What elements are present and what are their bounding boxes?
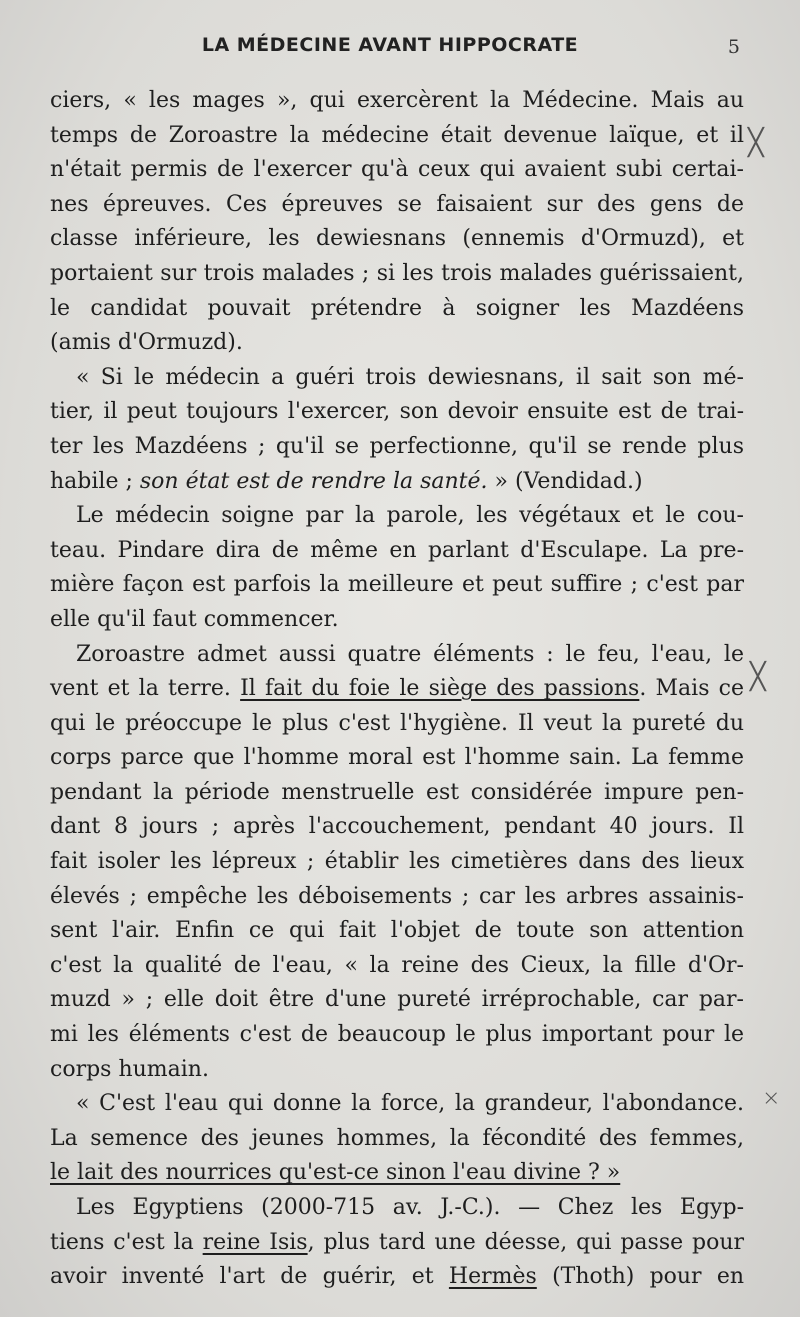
running-head [0, 32, 800, 62]
text-line: nes épreuves. Ces épreuves se faisaient sur des gens de [50, 191, 744, 217]
text-line [50, 672, 744, 707]
text-line: Le médecin soigne par la parole, les végétaux et le cou- [76, 503, 744, 529]
text-line: Les Egyptiens (2000-715 av. J.-C.). — Chez les Egyp- [76, 1195, 744, 1220]
text-line: teau. Pindare dira de même en parlant d'Esculape. La pre- [50, 537, 744, 563]
body-text [50, 84, 744, 1295]
text-fragment: , plus tard une déesse, qui passe pour [307, 1229, 745, 1255]
text-line: corps humain. [50, 1056, 209, 1082]
text-line: n'était permis de l'exercer qu'à ceux qui avaient subi certai- [50, 157, 744, 183]
text-line [50, 465, 744, 500]
underlined-name: Hermès [448, 1264, 537, 1290]
underlined-passage: le lait des nourrices qu'est-ce sinon l'eau divine ? » [50, 1160, 621, 1186]
text-line: temps de Zoroastre la médecine était devenue laïque, et il [50, 122, 744, 148]
page-number: 5 [727, 36, 740, 58]
text-line: « C'est l'eau qui donne la force, la grandeur, l'abondance. [76, 1091, 744, 1117]
text-fragment: (Thoth) pour en [552, 1264, 745, 1290]
text-line: ciers, « les mages », qui exercèrent la Médecine. Mais au [50, 88, 744, 113]
text-fragment: habile ; [50, 468, 133, 494]
text-line: « Si le médecin a guéri trois dewiesnans, il sait son mé- [76, 364, 744, 390]
text-line: qui le préoccupe le plus c'est l'hygiène. Il veut la pureté du [50, 710, 744, 736]
running-title: LA MÉDECINE AVANT HIPPOCRATE [201, 34, 579, 56]
text-line: elle qu'il faut commencer. [50, 606, 339, 632]
text-line: fait isoler les lépreux ; établir les cimetières dans des lieux [50, 849, 744, 875]
text-line: La semence des jeunes hommes, la fécondité des femmes, [50, 1125, 744, 1151]
text-line: tier, il peut toujours l'exercer, son devoir ensuite est de trai- [50, 399, 744, 425]
underlined-passage: Il fait du foie le siège des passions [240, 676, 640, 702]
italic-quote: son état est de rendre la santé. [139, 468, 488, 494]
text-line: c'est la qualité de l'eau, « la reine des Cieux, la fille d'Or- [50, 952, 744, 978]
text-line: portaient sur trois malades ; si les trois malades guérissaient, [50, 260, 744, 286]
text-fragment: vent et la terre. [50, 676, 231, 702]
margin-cross-icon: ╳ [748, 128, 764, 158]
text-line: muzd » ; elle doit être d'une pureté irréprochable, car par- [50, 987, 744, 1013]
text-line: Zoroastre admet aussi quatre éléments : le feu, l'eau, le [76, 641, 744, 667]
text-line [50, 1226, 744, 1261]
text-fragment: tiens c'est la [50, 1229, 194, 1255]
text-line: mière façon est parfois la meilleure et peut suffire ; c'est par [50, 572, 744, 598]
text-line: classe inférieure, les dewiesnans (ennemis d'Ormuzd), et [50, 226, 744, 252]
text-fragment: » (Vendidad.) [494, 468, 643, 494]
text-line: corps parce que l'homme moral est l'homme sain. La femme [50, 745, 744, 771]
text-line: (amis d'Ormuzd). [50, 330, 243, 356]
text-line: sent l'air. Enfin ce qui fait l'objet de toute son attention [50, 918, 744, 944]
margin-cross-icon: ╳ [750, 662, 766, 692]
text-line: dant 8 jours ; après l'accouchement, pendant 40 jours. Il [50, 814, 744, 840]
text-line: pendant la période menstruelle est considérée impure pen- [50, 779, 744, 805]
text-fragment: . Mais ce [639, 676, 745, 702]
margin-cross-icon: ⨯ [762, 1086, 781, 1111]
text-line: mi les éléments c'est de beaucoup le plus important pour le [50, 1022, 744, 1048]
underlined-name: reine Isis [202, 1229, 308, 1255]
text-fragment: avoir inventé l'art de guérir, et [50, 1264, 434, 1290]
text-line: élevés ; empêche les déboisements ; car les arbres assainis- [50, 883, 744, 909]
text-line: ter les Mazdéens ; qu'il se perfectionne, qu'il se rende plus [50, 433, 744, 459]
text-line: le candidat pouvait prétendre à soigner les Mazdéens [50, 295, 744, 321]
text-line [50, 1260, 744, 1295]
